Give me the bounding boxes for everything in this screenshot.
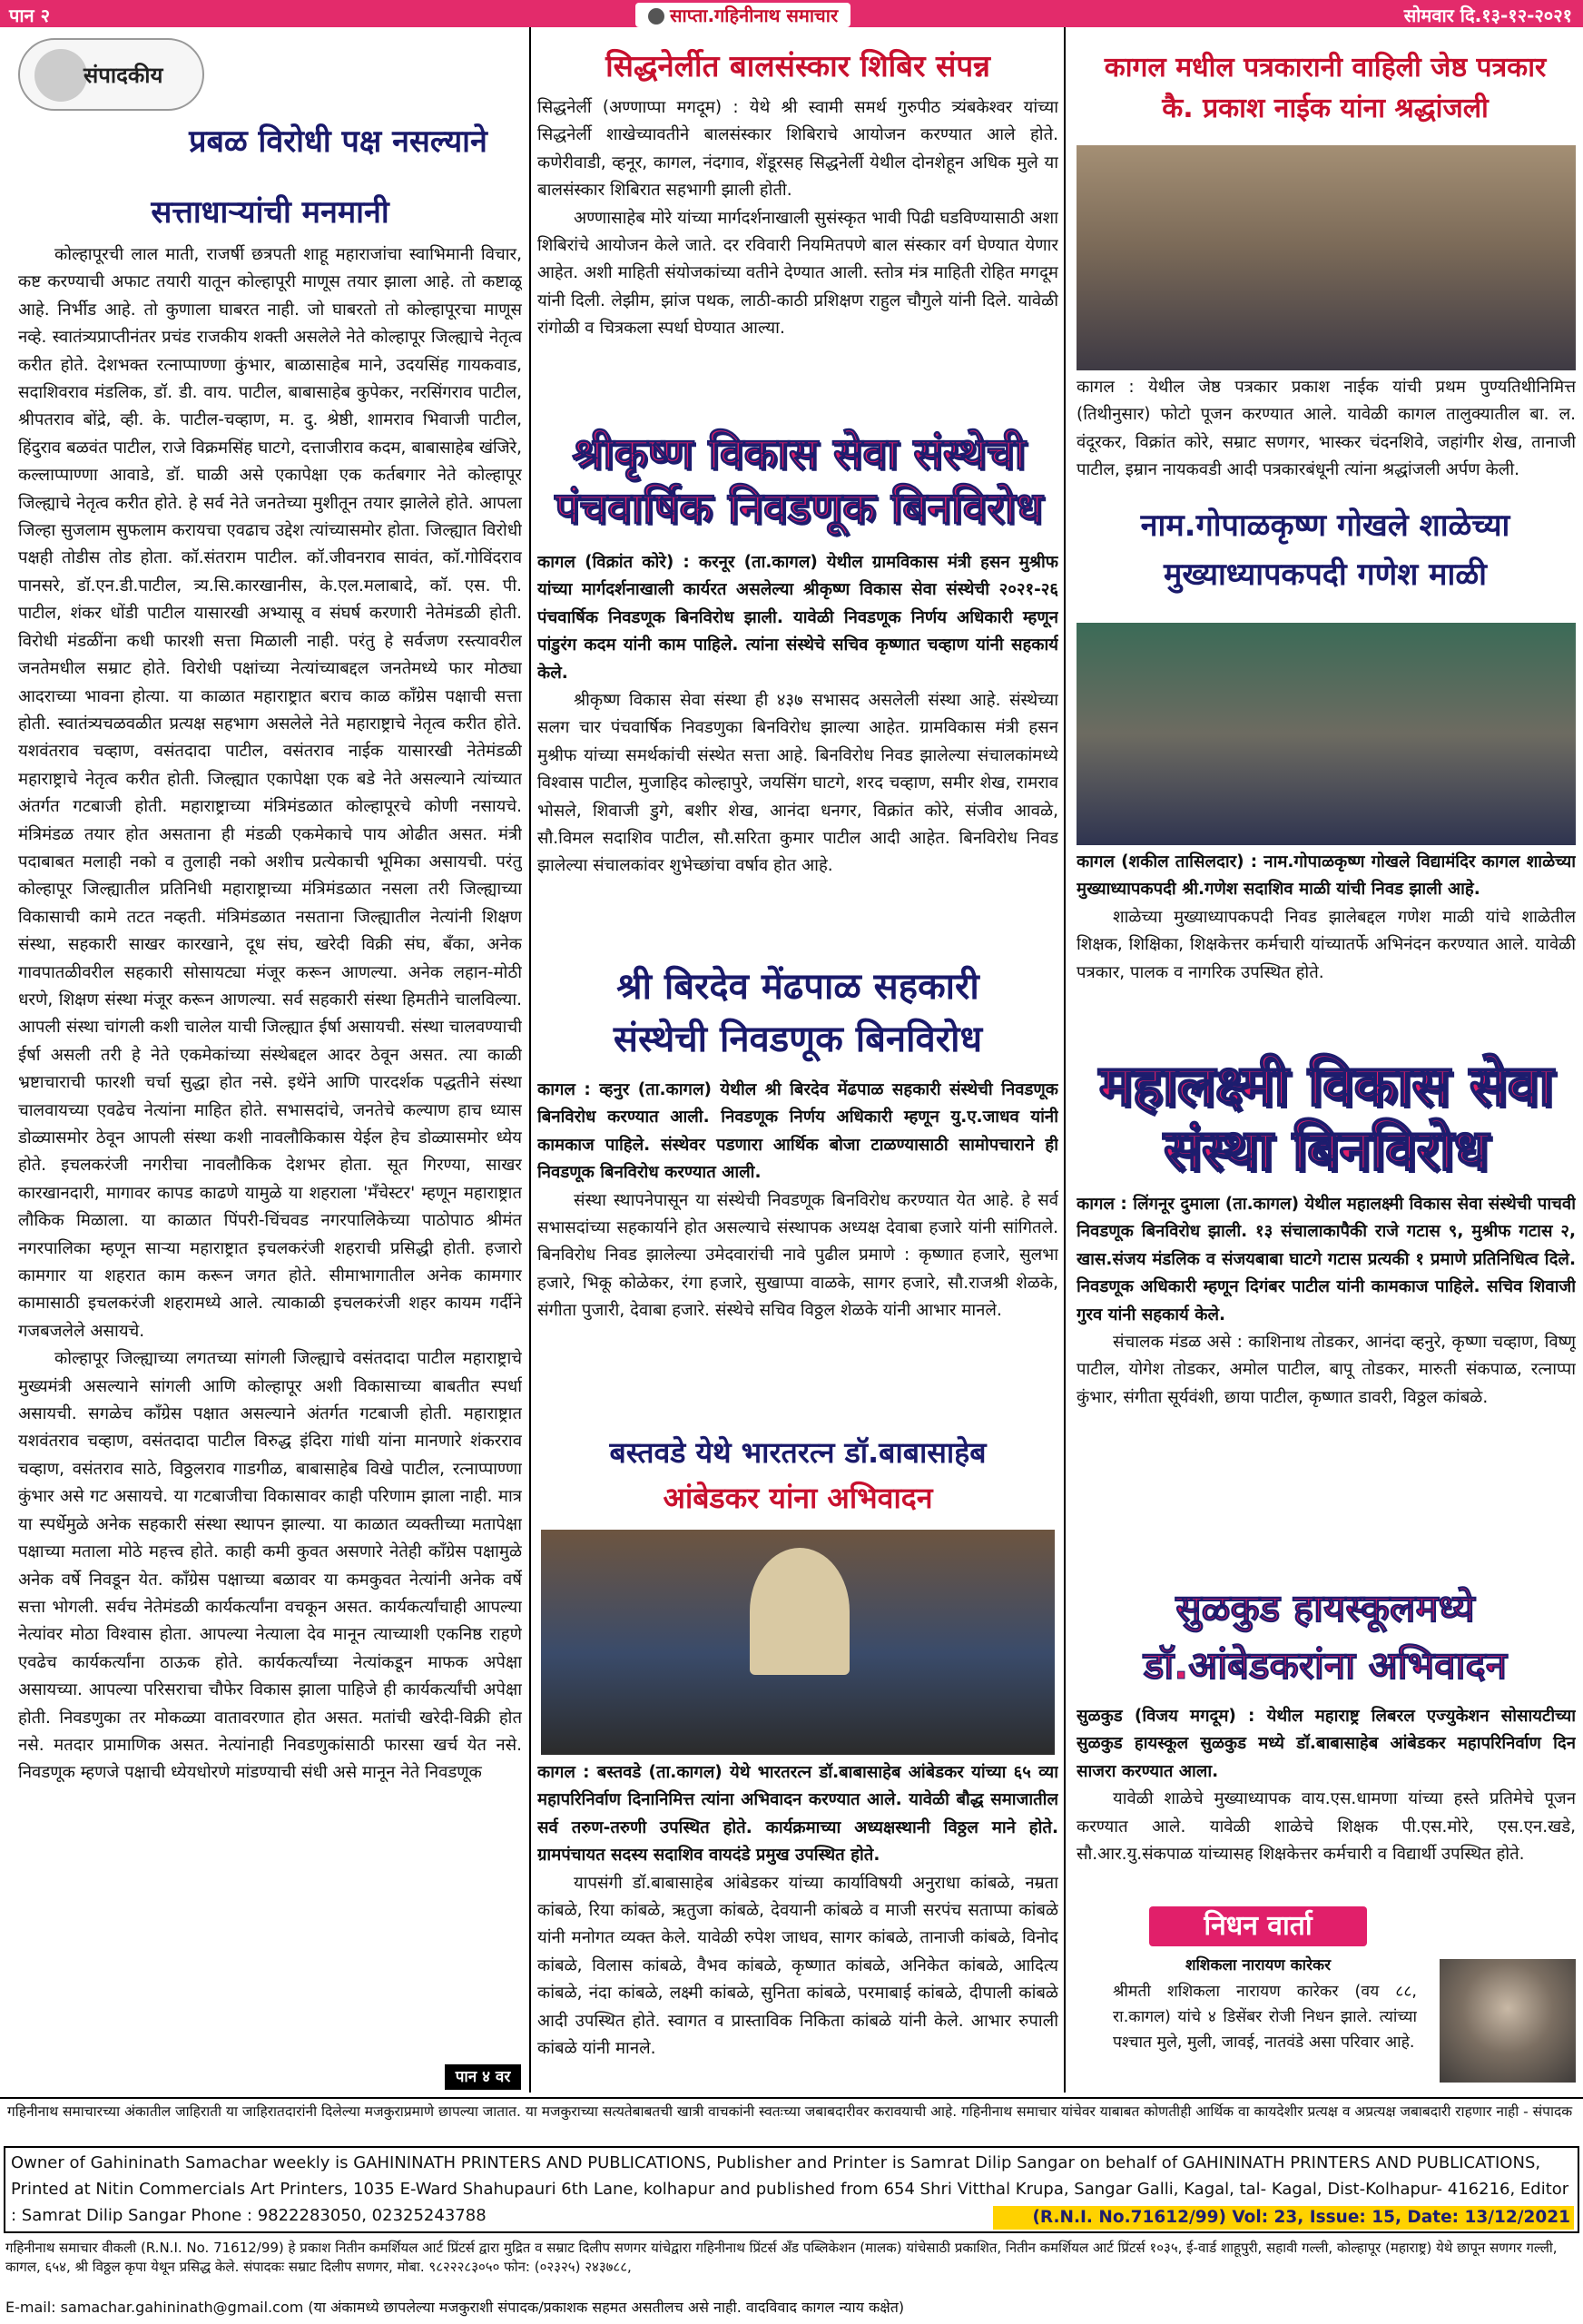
bastwade-body <box>537 1759 1058 2084</box>
gokhale-title-2: मुख्याध्यापकपदी गणेश माळी <box>1164 556 1487 594</box>
mahalakshmi-body <box>1077 1191 1576 1583</box>
prakash-naik-title-2: कै. प्रकाश नाईक यांना श्रद्धांजली <box>1162 93 1489 124</box>
prakash-naik-caption <box>1077 374 1576 487</box>
article-para: कागल : बस्तवडे (ता.कागल) येथे भारतरत्न डॉ.बाबासाहेब आंबेडकर यांच्या ६५ व्या महापरिनिर्वाण दिनानिमित्त त्यांना अभिवादन करण्यात आले. यावेळी बौद्ध समाजातील सर्व तरुण-तरुणी उपस्थित होते. कार्यक्रमाच्या अध्यक्षस्थानी विठ्ठल माने होते. ग्रामपंचायत सदस्य सदाशिव वायदंडे प्रमुख उपस्थित होते. <box>537 1763 1058 1866</box>
column-divider <box>1064 27 1066 2093</box>
editorial-para: कोल्हापूरची लाल माती, राजर्षी छत्रपती शाहू महाराजांचा स्वाभिमानी विचार, कष्ट करण्याची अफाट तयारी यातून कोल्हापूरी माणूस तयार झाला आहे. तो कष्टाळू आहे. निर्भीड आहे. तो कुणाला घाबरत नाही. जो घाबरतो तो कोल्हापूरचा माणूस नव्हे. स्वातंत्र्यप्राप्तीनंतर प्रचंड राजकीय शक्ती असलेले नेते कोल्हापूर जिल्ह्याचे नेतृत्व करीत होते. देशभक्त रत्नाप्पाण्णा कुंभार, बाळासाहेब माने, उदयसिंह गायकवाड, सदाशिवराव मंडलिक, डॉ. डी. वाय. पाटील, बाबासाहेब कुपेकर, नरसिंगराव पाटील, श्रीपतराव बोंद्रे, व्ही. के. पाटील-चव्हाण, म. दु. श्रेष्ठी, शामराव भिवाजी पाटील, हिंदुराव बळवंत पाटील, राजे विक्रमसिंह घाटगे, दत्ताजीराव कदम, बाबासाहेब खंजिरे, कल्लाप्पाण्णा आवाडे, डॉ. घाळी असे एकापेक्षा एक कर्तबगार नेते कोल्हापूर जिल्ह्याचे नेतृत्व करीत होते. हे सर्व नेते जनतेच्या मुशीतून तयार झालेले होते. आपला जिल्हा सुजलाम सुफलाम करायचा एवढाच उद्देश त्यांच्यासमोर होता. जिल्ह्यात विरोधी पक्षही तोडीस तोड होता. कॉ.संतराम पाटील. कॉ.जीवनराव सावंत, कॉ.गोविंदराव पानसरे, डॉ.एन.डी.पाटील, त्र्य.सि.कारखानीस, के.एल.मलाबादे, कॉ. एस. पी. पाटील, शंकर धोंडी पाटील यासारखी अभ्यासू व संघर्ष करणारी नेतेमंडळी होती. विरोधी मंडळींना कधी फारशी सत्ता मिळाली नाही. परंतु हे सर्वजण रस्त्यावरील जनतेमधील सम्राट होते. विरोधी पक्षांच्या नेत्यांच्याबद्दल जनतेमध्ये फार मोठ्या आदराच्या भावना होत्या. या काळात महाराष्ट्रात बराच काळ काँग्रेस पक्षाची सत्ता होती. स्वातंत्र्यचळवळीत प्रत्यक्ष सहभाग असलेले नेते महाराष्ट्राचे नेतृत्व करीत होते. यशवंतराव चव्हाण, वसंतदादा पाटील, वसंतराव नाईक यासारखी नेतेमंडळी महाराष्ट्राचे नेतृत्व करीत होती. जिल्ह्यात एकापेक्षा एक बडे नेते असल्याने त्यांच्यात अंतर्गत गटबाजी होती. महाराष्ट्राच्या मंत्रिमंडळात कोल्हापूरचे कोणी नसायचे. मंत्रिमंडळ तयार होत असताना ही मंडळी एकमेकाचे पाय ओढीत असत. मंत्री पदाबाबत मलाही नको व तुलाही नको अशीच प्रत्येकाची भूमिका असायची. परंतु कोल्हापूर जिल्ह्यातील प्रतिनिधी महाराष्ट्राच्या मंत्रिमंडळात नसला तरी जिल्ह्याच्या विकासाची कामे तटत नव्हती. मंत्रिमंडळात नसताना जिल्ह्यातील नेत्यांनी शिक्षण संस्था, सहकारी साखर कारखाने, दूध संघ, खरेदी विक्री संघ, बँका, अनेक गावपातळीवरील सहकारी सोसायट्या मंजूर करून आणल्या. अनेक लहान-मोठी धरणे, शिक्षण संस्था मंजूर करून आणल्या. सर्व सहकारी संस्था हिमतीने चालविल्या. आपली संस्था चांगली कशी चालेल याची जिल्ह्यात ईर्षा असायची. संस्था चालवण्याची ईर्षा असली तरी हे नेते एकमेकांच्या संस्थेबद्दल आदर ठेवून असत. त्या काळी भ्रष्टाचाराची फारशी चर्चा सुद्धा होत नसे. इथेंने आणि पारदर्शक पद्धतीने संस्था चालवायच्या एवढेच नेत्यांना माहित होते. सभासदांचे, जनतेचे कल्याण हाच ध्यास डोळ्यासमोर ठेवून आपली संस्था कशी नावलौकिकास येईल हेच डोळ्यासमोर ध्येय होते. इचलकरंजी नगरीचा नावलौकिक देशभर होता. सूत गिरण्या, साखर कारखानदारी, मागावर कापड काढणे यामुळे या शहराला 'मँचेस्टर' म्हणून महाराष्ट्रात लौकिक मिळाला. या काळात पिंपरी-चिंचवड नगरपालिकेच्या पाठोपाठ श्रीमंत नगरपालिका म्हणून साऱ्या महाराष्ट्रात इचलकरंजी शहराची प्रसिद्धी होती. हजारो कामगार या शहरात काम करून जगत होते. सीमाभागातील अनेक कामगार कामासाठी इचलकरंजी शहरामध्ये आले. त्याकाळी इचलकरंजी शहर कायम गर्दीने गजबजलेले असायचे. <box>18 245 522 1341</box>
article-para: संस्था स्थापनेपासून या संस्थेची निवडणूक बिनविरोध करण्यात येत आहे. हे सर्व सभासदांच्या सहकार्याने होत असल्याचे संस्थापक अध्यक्ष देवाबा हजारे यांनी सांगितले. बिनविरोध निवड झालेल्या उमेदवारांची नावे पुढील प्रमाणे : कृष्णात हजारे, सुलभा हजारे, भिकू कोळेकर, रंगा हजारे, सुखाप्पा वाळके, सागर हजारे, सौ.राजश्री शेळके, संगीता पुजारी, देवाबा हजारे. संस्थेचे सचिव विठ्ठल शेळके यांनी आभार मानले. <box>537 1190 1058 1321</box>
gokhale-body <box>1077 849 1576 1067</box>
imprint-english: Owner of Gahininath Samachar weekly is GAHININATH PRINTERS AND PUBLICATIONS, Publisher and Printer is Samrat Dilip Sangar on behalf of GAHININATH PRINTERS AND PUBLICATIONS, Printed at Nitin Commercials Art Printers, 1035 E-Ward Shahupauri 6th Lane, kolhapur and published from 654 Shri Vitthal Krupa, Sangar Galli, Kagal, tal- Kagal, Dist-Kolhapur- 416216, Editor : Samrat Dilip Sangar Phone : 9822283050, 02325243788 <box>11 2153 1569 2225</box>
article-para: कागल (शकील तासिलदार) : नाम.गोपाळकृष्ण गोखले विद्यामंदिर कागल शाळेच्या मुख्याध्यापकपदी श्री.गणेश सदाशिव माळी यांची निवड झाली आहे. <box>1077 852 1576 900</box>
imprint-email-line <box>5 2297 1578 2320</box>
editorial-section <box>18 38 522 2094</box>
gokhale-title-1: नाम.गोपाळकृष्ण गोखले शाळेच्या <box>1140 507 1510 544</box>
obituary-name: शशिकला नारायण कारेकर <box>1185 1956 1332 1974</box>
mahalakshmi-banner <box>1077 1053 1576 1187</box>
shrikrishna-title-1: श्रीकृष्ण विकास सेवा संस्थेची <box>572 428 1026 479</box>
article-para: यापसंगी डॉ.बाबासाहेब आंबेडकर यांच्या कार्याविषयी अनुराधा कांबळे, नम्रता कांबळे, रिया कांबळे, ऋतुजा कांबळे, देवयानी कांबळे व माजी सरपंच सताप्पा कांबळे यांनी मनोगत व्यक्त केले. यावेळी रुपेश जाधव, सागर कांबळे, तानाजी कांबळे, विनोद कांबळे, विलास कांबळे, वैभव कांबळे, कृष्णात कांबळे, अनिकेत कांबळे, आदित्य कांबळे, नंदा कांबळे, लक्ष्मी कांबळे, सुनिता कांबळे, परमाबाई कांबळे, दीपाली कांबळे आदी उपस्थित होते. स्वागत व प्रास्ताविक निकिता कांबळे यांनी केले. आभार रुपाली कांबळे यांनी मानले. <box>537 1873 1058 2059</box>
article-para: यावेळी शाळेचे मुख्याध्यापक वाय.एस.धामणा यांच्या हस्ते प्रतिमेचे पूजन करण्यात आले. यावेळी शाळेचे शिक्षक पी.एस.मोरे, एस.एन.खडे, सौ.आर.यु.संकपाळ यांच्यासह शिक्षकेत्तर कर्मचारी व विद्यार्थी उपस्थित होते. <box>1077 1789 1576 1865</box>
statue-icon <box>750 1548 850 1675</box>
article-para: सिद्धनेर्ली (अण्णाप्पा मगदूम) : येथे श्री स्वामी समर्थ गुरुपीठ त्र्यंबकेश्वर यांच्या सिद्धनेर्ली शाखेच्यावतीने बालसंस्कार शिबिराचे आयोजन करण्यात आले होते. कणेरीवाडी, व्हनूर, कागल, नंदगाव, शेंडूरसह सिद्धनेर्ली येथील दोनशेहून अधिक मुले या बालसंस्कार शिबिरात सहभागी झाली होती. <box>537 98 1058 201</box>
issue-date: सोमवार दि.१३-१२-२०२१ <box>1403 5 1572 26</box>
obituary-para: श्रीमती शशिकला नारायण कारेकर (वय ८८, रा.कागल) यांचे ४ डिसेंबर रोजी निधन झाले. त्यांच्या पश्चात मुले, मुली, जावई, नातवंडे असा परिवार आहे. <box>1113 1983 1417 2052</box>
balsanskar-body <box>537 94 1058 423</box>
mahalakshmi-title-1: महालक्ष्मी विकास सेवा <box>1098 1052 1554 1118</box>
page-number: पान २ <box>9 5 51 26</box>
imprint-marathi: गहिनीनाथ समाचार वीकली (R.N.I. No. 71612/99) हे प्रकाश नितीन कमर्शियल आर्ट प्रिंटर्स द्वारा मुद्रित व सम्राट दिलीप सणगर यांचेद्वारा गहिनीनाथ प्रिंटर्स अँड पब्लिकेशन (मालक) यांचेसाठी प्रकाशित, नितीन कमर्शियल आर्ट प्रिंटर्स १०३५, ई-वार्ड शाहूपुरी, सहावी गल्ली, कोल्हापूर (महाराष्ट्र) येथे छापून सणगर गल्ली, कागल, ६५४, श्री विठ्ठल कृपा येथून प्रसिद्ध केले. संपादकः सम्राट दिलीप सणगर, मोबा. ९८२२२८३०५० फोन: (०२३२५) २४३७८८, <box>5 2240 1558 2275</box>
editorial-badge-label: संपादकीय <box>84 63 163 88</box>
shrikrishna-title-2: पंचवार्षिक निवडणूक बिनविरोध <box>555 483 1043 534</box>
bastwade-title-1: बस्तवडे येथे भारतरत्न डॉ.बाबासाहेब <box>609 1435 987 1470</box>
footer-rule <box>0 2097 1583 2099</box>
sulkud-title-1: सुळकुड हायस्कूलमध्ये <box>1175 1586 1475 1630</box>
article-para: संचालक मंडळ असे : काशिनाथ तोडकर, आनंदा व्हनुरे, कृष्णा चव्हाण, विष्णू पाटील, योगेश तोडकर, अमोल पाटील, बापू तोडकर, मारुती संकपाळ, रत्नाप्पा कुंभार, संगीता सूर्यवंशी, छाया पाटील, कृष्णात डावरी, विठ्ठल कांबळे. <box>1077 1333 1576 1407</box>
birdev-title-1: श्री बिरदेव मेंढपाळ सहकारी <box>616 966 979 1008</box>
email-address[interactable]: samachar.gahininath@gmail.com <box>60 2299 304 2316</box>
editorial-badge <box>18 38 204 111</box>
masthead <box>635 3 850 27</box>
rni-badge: (R.N.I. No.71612/99) Vol: 23, Issue: 15, Date: 13/12/2021 <box>993 2206 1574 2230</box>
quill-icon <box>34 49 87 102</box>
article-para: अण्णासाहेब मोरे यांच्या मार्गदर्शनाखाली सुसंस्कृत भावी पिढी घडविण्यासाठी अशा शिबिरांचे आयोजन केले जाते. दर रविवारी नियमितपणे बाल संस्कार वर्ग घेण्यात येणार आहेत. अशी माहिती संयोजकांच्या वतीने देण्यात आली. स्तोत्र मंत्र माहिती रोहित मगदूम यांनी दिली. लेझीम, झांज पथक, लाठी-काठी प्रशिक्षण राहुल चौगुले यांनी दिले. यावेळी रांगोळी व चित्रकला स्पर्धा घेण्यात आल्या. <box>537 208 1058 339</box>
column-divider <box>529 27 531 2093</box>
disclaimer: गहिनीनाथ समाचारच्या अंकातील जाहिराती या जाहिरातदारांनी दिलेल्या मजकुराप्रमाणे छापल्या जातात. या मजकुराच्या सत्यतेबाबतची खात्री वाचकांनी स्वतःच्या जबाबदारीवर करावयाची आहे. गहिनीनाथ समाचार यांचेवर याबाबत कोणतीही आर्थिक वा कायदेशीर प्रत्यक्ष व अप्रत्यक्ष जबाबदारी राहणार नाही - संपादक <box>7 2103 1573 2120</box>
balsanskar-title: सिद्धनेर्लीत बालसंस्कार शिबिर संपन्न <box>605 48 990 84</box>
editorial-title-1: प्रबळ विरोधी पक्ष नसल्याने <box>189 123 487 160</box>
continued-badge: पान ४ वर <box>445 2064 521 2090</box>
bastwade-title <box>537 1434 1058 1516</box>
prakash-naik-photo <box>1077 145 1576 370</box>
article-para: कागल : व्हनुर (ता.कागल) येथील श्री बिरदेव मेंढपाळ सहकारी संस्थेची निवडणूक बिनविरोध करण्यात आली. निवडणूक निर्णय अधिकारी म्हणून यु.ए.जाधव यांनी कामकाज पाहिले. संस्थेवर पडणारा आर्थिक बोजा टाळण्यासाठी सामोपचाराने ही निवडणूक बिनविरोध करण्यात आली. <box>537 1080 1058 1183</box>
birdev-title <box>537 960 1058 1066</box>
email-label: E-mail: <box>5 2299 56 2316</box>
obituary-text <box>1113 1979 1417 2081</box>
founder-portrait-icon <box>648 8 664 25</box>
obituary-portrait <box>1440 1959 1576 2083</box>
obituary-heading: निधन वार्ता <box>1149 1906 1367 1946</box>
gokhale-title <box>1071 501 1579 600</box>
editorial-para: कोल्हापूर जिल्ह्याच्या लगतच्या सांगली जिल्ह्याचे वसंतदादा पाटील महाराष्ट्राचे मुख्यमंत्री असल्याने सांगली आणि कोल्हापूर अशी विकासाच्या बाबतीत स्पर्धा असायची. सगळेच काँग्रेस पक्षात असल्याने अंतर्गत गटबाजी होती. महाराष्ट्रात यशवंतराव चव्हाण, वसंतदादा पाटील विरुद्ध इंदिरा गांधी यांना मानणारे शंकरराव चव्हाण, वसंतराव साठे, विठ्ठलराव गाडगीळ, बाबासाहेब विखे पाटील, रत्नाप्पाण्णा कुंभार असे गट असायचे. या गटबाजीचा विकासावर काही परिणाम झाला नाही. मात्र या स्पर्धेमुळे अनेक सहकारी संस्था स्थापन झाल्या. या काळात व्यक्तीच्या मतापेक्षा पक्षाच्या मताला मोठे महत्त्व होते. काही कमी कुवत असणारे नेतेही काँग्रेस पक्षामुळे अनेक वर्षे निवडून येत. काँग्रेस पक्षाच्या बळावर या कमकुवत नेत्यांनी अनेक वर्षे सत्ता भोगली. सर्वच नेतेमंडळी कार्यकर्त्यांना वचकून असत. कार्यकर्त्यांचाही आपल्या नेत्यांवर मोठा विश्वास होता. आपल्या नेत्याला देव मानून त्याच्याशी एकनिष्ठ राहणे एवढेच कार्यकर्त्यांना ठाऊक होते. कार्यकर्त्यांच्या नेत्यांकडून माफक अपेक्षा असायच्या. आपल्या परिसराचा चौफेर विकास झाला पाहिजे ही कार्यकर्त्यांची अपेक्षा होती. निवडणुका तर मोकळ्या वातावरणात होत असत. मतांची खरेदी-विक्री होत नसे. मतदार प्रामाणिक असत. नेत्यांनाही निवडणुकांसाठी फारसा खर्च येत नसे. निवडणूक म्हणजे पक्षाची ध्येयधोरणे मांडण्याची संधी असे मानून नेते निवडणूक <box>18 1349 522 1783</box>
sulkud-title <box>1071 1580 1579 1694</box>
editorial-title-2: सत्ताधाऱ्यांची मनमानी <box>151 194 389 231</box>
masthead-title: साप्ता.गहिनीनाथ समाचार <box>670 5 839 26</box>
article-para: कागल : लिंगनूर दुमाला (ता.कागल) येथील महालक्ष्मी विकास सेवा संस्थेची पाचवी निवडणूक बिनविरोध झाली. १३ संचालाकापैकी राजे गटास ९, मुश्रीफ गटास २, खास.संजय मंडलिक व संजयबाबा घाटगे गटास प्रत्यकी १ प्रमाणे प्रतिनिधित्व दिले. निवडणूक अधिकारी म्हणून दिगंबर पाटील यांनी कामकाज पाहिले. सचिव शिवाजी गुरव यांनी सहकार्य केले. <box>1077 1195 1576 1324</box>
gokhale-photo <box>1077 623 1576 845</box>
imprint-box <box>4 2146 1579 2233</box>
photo-caption: कागल : येथील जेष्ठ पत्रकार प्रकाश नाईक यांची प्रथम पुण्यतिथीनिमित्त (तिथीनुसार) फोटो पूजन करण्यात आले. यावेळी कागल तालुक्यातील बा. ल. वंदूरकर, विक्रांत कोरे, सम्राट सणगर, भास्कर चंदनशिवे, जहांगीर शेख, तानाजी पाटील, इम्रान नायकवडी आदी पत्रकारबंधूनी त्यांना श्रद्धांजली अर्पण केली. <box>1077 378 1576 480</box>
mahalakshmi-title-2: संस्था बिनविरोध <box>1164 1117 1489 1184</box>
email-note: (या अंकामध्ये छापलेल्या मजकुराशी संपादक/प्रकाशक सहमत असतीलच असे नाही. वादविवाद कागल न्याय कक्षेत) <box>308 2299 905 2316</box>
prakash-naik-title <box>1071 47 1579 129</box>
article-para: श्रीकृष्ण विकास सेवा संस्था ही ४३७ सभासद असलेली संस्था आहे. संस्थेच्या सलग चार पंचवार्षिक निवडणुका बिनविरोध झाल्या आहेत. ग्रामविकास मंत्री हसन मुश्रीफ यांच्या समर्थकांची संस्थेत सत्ता आहे. बिनविरोध निवड झालेल्या संचालकांमध्ये विश्वास पाटील, मुजाहिद कोल्हापुरे, जयसिंग घाटगे, शरद चव्हाण, समीर शेख, रामराव भोसले, शिवाजी डुगे, बशीर शेख, आनंदा धनगर, विक्रांत कोरे, संजीव आवळे, सौ.विमल सदाशिव पाटील, सौ.सरिता कुमार पाटील आदी आहेत. बिनविरोध निवड झालेल्या संचालकांवर शुभेच्छांचा वर्षाव होत आहे. <box>537 691 1058 876</box>
prakash-naik-title-1: कागल मधील पत्रकारानी वाहिली जेष्ठ पत्रकार <box>1104 52 1547 84</box>
article-para: शाळेच्या मुख्याध्यापकपदी निवड झालेबद्दल गणेश माळी यांचे शाळेतील शिक्षक, शिक्षिका, शिक्षकेत्तर कर्मचारी यांच्यातर्फे अभिनंदन करण्यात आले. यावेळी पत्रकार, पालक व नागरिक उपस्थित होते. <box>1077 907 1576 982</box>
obituary-box <box>1077 1906 1576 2084</box>
sulkud-title-2: डॉ.आंबेडकरांना अभिवादन <box>1143 1643 1508 1688</box>
shrikrishna-banner <box>545 427 1053 545</box>
article-para: कागल (विक्रांत कोरे) : करनूर (ता.कागल) येथील ग्रामविकास मंत्री हसन मुश्रीफ यांच्या मार्गदर्शनाखाली कार्यरत असलेल्या श्रीकृष्ण विकास सेवा संस्थेची २०२१-२६ पंचवार्षिक निवडणूक बिनविरोध झाली. यावेळी निवडणूक निर्णय अधिकारी म्हणून पांडुरंग कदम यांनी काम पाहिले. त्यांना संस्थेचे सचिव कृष्णात चव्हाण यांनी सहकार्य केले. <box>537 553 1058 683</box>
article-para: सुळकुड (विजय मगदूम) : येथील महाराष्ट्र लिबरल एज्युकेशन सोसायटीच्या सुळकुड हायस्कूल सुळकुड मध्ये डॉ.बाबासाहेब आंबेडकर महापरिनिर्वाण दिन साजरा करण्यात आला. <box>1077 1707 1576 1781</box>
birdev-body <box>537 1077 1058 1435</box>
bastwade-photo <box>541 1530 1055 1755</box>
shrikrishna-body <box>537 549 1058 958</box>
page-header <box>0 0 1583 27</box>
sulkud-body <box>1077 1703 1576 1921</box>
editorial-body <box>18 241 522 2084</box>
bastwade-title-2: आंबेडकर यांना अभिवादन <box>663 1480 933 1515</box>
birdev-title-2: संस्थेची निवडणूक बिनविरोध <box>613 1019 983 1060</box>
